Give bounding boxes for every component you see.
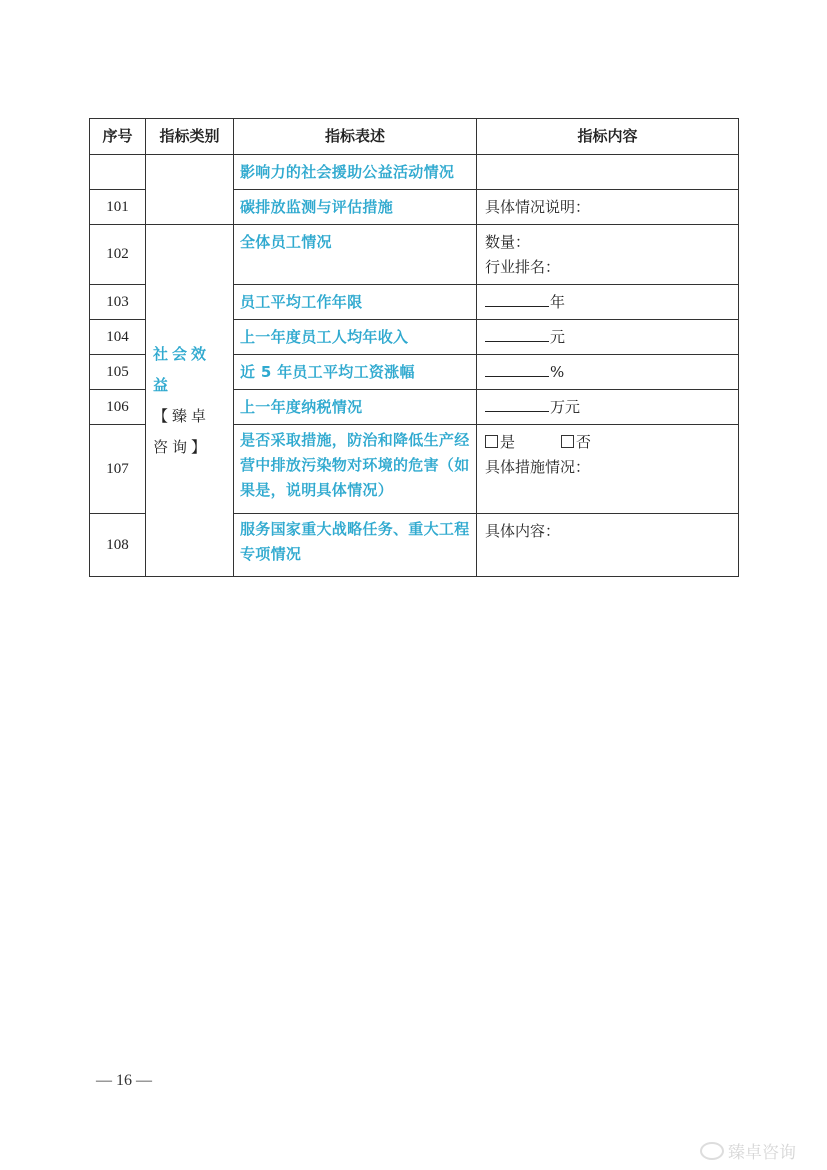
unit-label: 元	[550, 327, 566, 346]
row-description: 全体员工情况	[234, 225, 477, 285]
row-content[interactable]	[477, 225, 739, 285]
fill-blank[interactable]	[485, 325, 549, 342]
watermark: 臻卓咨询	[700, 1138, 796, 1163]
measures-label[interactable]: 具体措施情况：	[485, 458, 591, 476]
unit-label: 年	[550, 292, 566, 311]
industry-rank-label: 行业排名：	[485, 258, 561, 276]
row-content[interactable]: 具体情况说明：	[477, 190, 739, 225]
checkbox-icon[interactable]	[561, 435, 574, 448]
row-no: 101	[90, 190, 146, 225]
employee-count-label: 数量：	[485, 233, 531, 251]
row-no: 103	[90, 285, 146, 320]
row-content[interactable]	[477, 320, 739, 355]
header-no: 序号	[90, 119, 146, 155]
fill-blank[interactable]	[485, 360, 549, 377]
row-no: 106	[90, 390, 146, 425]
row-content	[477, 155, 739, 190]
category-label: 社会效益	[153, 344, 211, 394]
row-content	[477, 425, 739, 514]
row-description: 员工平均工作年限	[234, 285, 477, 320]
row-description: 上一年度员工人均年收入	[234, 320, 477, 355]
row-content[interactable]	[477, 390, 739, 425]
row-no: 104	[90, 320, 146, 355]
table-row	[90, 155, 739, 190]
row-no: 102	[90, 225, 146, 285]
fill-blank[interactable]	[485, 395, 549, 412]
option-no[interactable]: 否	[561, 433, 591, 451]
table-row	[90, 225, 739, 285]
row-description: 上一年度纳税情况	[234, 390, 477, 425]
row-description: 近 5 年员工平均工资涨幅	[234, 355, 477, 390]
watermark-text: 【臻卓咨询】	[153, 406, 211, 456]
row-description: 碳排放监测与评估措施	[234, 190, 477, 225]
row-no: 108	[90, 514, 146, 577]
unit-label: %	[550, 362, 565, 381]
row-content[interactable]	[477, 285, 739, 320]
row-no: 107	[90, 425, 146, 514]
checkbox-icon[interactable]	[485, 435, 498, 448]
header-content: 指标内容	[477, 119, 739, 155]
table-header-row	[90, 119, 739, 155]
row-description: 影响力的社会援助公益活动情况	[234, 155, 477, 190]
row-content[interactable]: 具体内容：	[477, 514, 739, 577]
option-yes[interactable]: 是	[485, 433, 515, 451]
indicator-table	[89, 118, 739, 577]
row-no	[90, 155, 146, 190]
header-description: 指标表述	[234, 119, 477, 155]
weibo-logo-icon	[700, 1142, 724, 1160]
row-content[interactable]	[477, 355, 739, 390]
category-cell-empty	[146, 155, 234, 225]
row-no: 105	[90, 355, 146, 390]
category-cell	[146, 225, 234, 577]
fill-blank[interactable]	[485, 290, 549, 307]
row-description: 服务国家重大战略任务、重大工程专项情况	[234, 514, 477, 577]
unit-label: 万元	[550, 397, 581, 416]
row-description: 是否采取措施，防治和降低生产经营中排放污染物对环境的危害（如果是，说明具体情况）	[234, 425, 477, 514]
page-number: — 16 —	[96, 1072, 152, 1089]
header-category: 指标类别	[146, 119, 234, 155]
